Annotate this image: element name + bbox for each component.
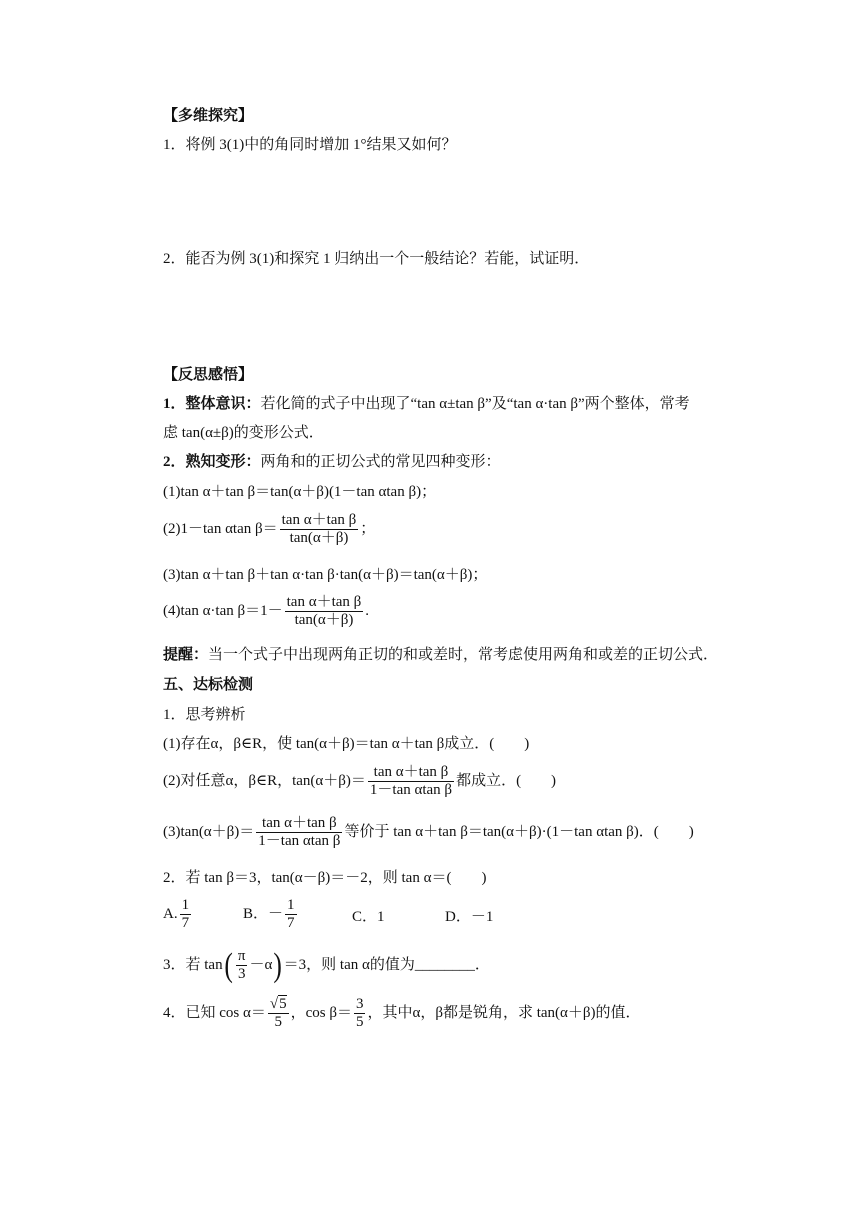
judge-2-pre: (2)对任意α，β∈R，tan(α＋β)＝ xyxy=(163,772,366,789)
formula-2 xyxy=(163,512,375,547)
q3-fraction xyxy=(236,948,248,983)
point-1-text: 若化简的式子中出现了“tan α±tan β”及“tan α·tan β”两个整体，常考 xyxy=(260,396,690,412)
test-question-2: 2．若 tan β＝3，tan(α－β)＝－2，则 tan α＝( ) xyxy=(163,870,487,886)
formula-4-post: . xyxy=(365,602,370,619)
judge-3-post: 等价于 tan α＋tan β＝tan(α＋β)·(1－tan αtan β)．( ) xyxy=(344,823,694,840)
q4-radicand: 5 xyxy=(279,996,287,1012)
right-paren-icon: ) xyxy=(273,946,283,984)
formula-2-pre: (2)1－tan αtan β＝ xyxy=(163,520,278,537)
q4-fraction-1 xyxy=(268,996,289,1031)
choice-a xyxy=(163,897,193,932)
heading-reflect: 【反思感悟】 xyxy=(163,367,254,383)
choice-b-numerator: 1 xyxy=(287,897,295,913)
judge-3 xyxy=(163,815,694,850)
choice-b-fraction xyxy=(285,897,297,932)
test-question-1: 1．思考辨析 xyxy=(163,707,246,723)
formula-2-numerator: tan α＋tan β xyxy=(281,512,357,528)
choice-a-label: A. xyxy=(163,905,178,922)
heading-test: 五、达标检测 xyxy=(163,677,254,693)
choice-d: D．－1 xyxy=(445,909,494,925)
choice-b-label: B．－ xyxy=(243,905,284,922)
judge-2-fraction xyxy=(368,764,454,799)
point-2-label: 2．熟知变形： xyxy=(163,454,261,470)
tip-text: 当一个式子中出现两角正切的和或差时，常考虑使用两角和或差的正切公式． xyxy=(208,647,719,663)
q4-numerator-1 xyxy=(268,996,289,1014)
question-2: 2．能否为例 3(1)和探究 1 归纳出一个一般结论？若能，试证明． xyxy=(163,251,590,267)
q3-post: ＝3，则 tan α的值为________． xyxy=(283,956,490,973)
judge-3-fraction xyxy=(256,815,342,850)
choice-a-fraction xyxy=(180,897,192,932)
q3-pre: 3．若 tan xyxy=(163,956,223,973)
formula-4-fraction xyxy=(285,594,364,629)
formula-4-denominator: tan(α＋β) xyxy=(294,612,354,628)
judge-1: (1)存在α，β∈R，使 tan(α＋β)＝tan α＋tan β成立．( ) xyxy=(163,736,530,752)
judge-3-numerator: tan α＋tan β xyxy=(256,815,342,833)
q4-fraction-2 xyxy=(354,996,366,1031)
heading-multidim: 【多维探究】 xyxy=(163,108,254,124)
question-1: 1．将例 3(1)中的角同时增加 1°结果又如何？ xyxy=(163,137,457,153)
choice-c: C．1 xyxy=(352,909,385,925)
q3-numerator: π xyxy=(237,948,246,964)
test-question-4 xyxy=(163,996,641,1031)
q4-pre: 4．已知 cos α＝ xyxy=(163,1004,266,1021)
judge-2-denominator: 1－tan αtan β xyxy=(369,782,453,798)
judge-3-denominator: 1－tan αtan β xyxy=(258,833,341,849)
q4-post: ，其中α，β都是锐角，求 tan(α＋β)的值． xyxy=(367,1004,641,1021)
q3-denominator: 3 xyxy=(237,966,246,982)
test-question-3 xyxy=(163,948,490,983)
left-paren-icon: ( xyxy=(223,946,233,984)
formula-2-fraction xyxy=(280,512,359,547)
formula-4-numerator: tan α＋tan β xyxy=(286,594,362,610)
formula-1: (1)tan α＋tan β＝tan(α＋β)(1－tan αtan β)； xyxy=(163,484,437,500)
choice-a-numerator: 1 xyxy=(181,897,190,913)
formula-2-denominator: tan(α＋β) xyxy=(289,530,349,546)
q4-denominator-2: 5 xyxy=(355,1014,364,1030)
choice-a-denominator: 7 xyxy=(181,915,190,931)
choice-b-denominator: 7 xyxy=(287,915,295,931)
point-2-text: 两角和的正切公式的常见四种变形： xyxy=(260,454,501,470)
formula-4 xyxy=(163,594,369,629)
judge-2 xyxy=(163,764,556,799)
formula-2-post: ； xyxy=(360,520,376,537)
reflect-point-1 xyxy=(163,394,690,414)
q4-denominator-1: 5 xyxy=(274,1014,282,1030)
sqrt-icon: √ xyxy=(269,996,279,1012)
judge-3-pre: (3)tan(α＋β)＝ xyxy=(163,823,255,840)
reflect-point-2 xyxy=(163,452,501,472)
formula-4-pre: (4)tan α·tan β＝1－ xyxy=(163,602,283,619)
judge-2-numerator: tan α＋tan β xyxy=(368,764,454,782)
reflect-tip xyxy=(163,645,718,665)
judge-2-post: 都成立．( ) xyxy=(456,772,557,789)
formula-3: (3)tan α＋tan β＋tan α·tan β·tan(α＋β)＝tan(α＋β)； xyxy=(163,567,488,583)
q3-mid: －α xyxy=(249,956,273,973)
q4-numerator-2: 3 xyxy=(355,996,364,1012)
tip-label: 提醒： xyxy=(163,647,209,663)
choice-b xyxy=(243,897,299,932)
q4-mid: ，cos β＝ xyxy=(290,1004,352,1021)
reflect-point-1-cont: 虑 tan(α±β)的变形公式． xyxy=(163,425,324,441)
point-1-label: 1．整体意识： xyxy=(163,396,261,412)
